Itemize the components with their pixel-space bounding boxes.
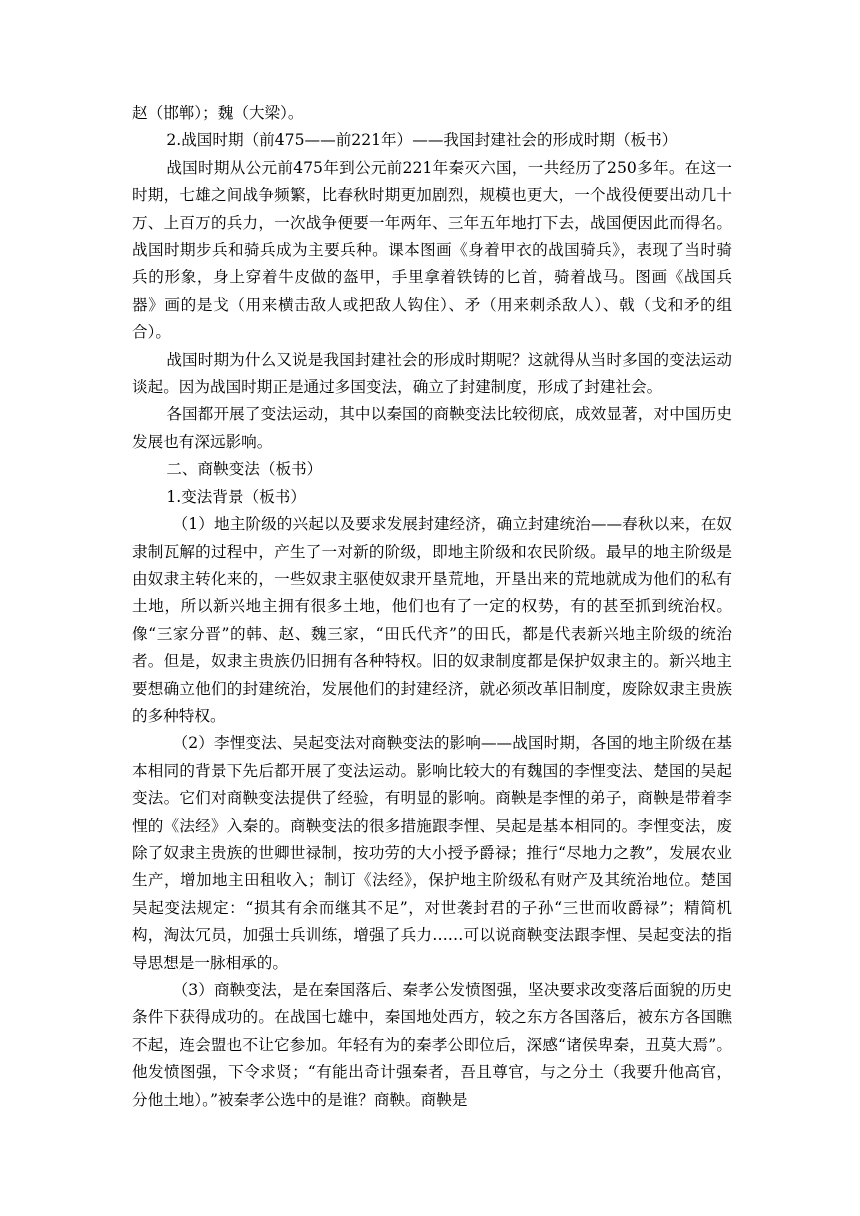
paragraph-landlord-class-rise: （1）地主阶级的兴起以及要求发展封建经济，确立封建统治——春秋以来，在奴隶制瓦解的过程中，产生了一对新的阶级，即地主阶级和农民阶级。最早的地主阶级是由奴隶主转化来的，一些奴隶主驱使奴隶开垦荒地，开垦出来的荒地就成为他们的私有土地，所以新兴地主拥有很多土地，他们也有了一定的权势，有的甚至抓到统治权。像“三家分晋”的韩、赵、魏三家，“田氏代齐”的田氏，都是代表新兴地主阶级的统治者。但是，奴隶主贵族仍旧拥有各种特权。旧的奴隶制度都是保护奴隶主的。新兴地主要想确立他们的封建统治，发展他们的封建经济，就必须改革旧制度，废除奴隶主贵族的多种特权。 [132, 515, 732, 725]
heading-warring-states-period: 2.战国时期（前475——前221年）——我国封建社会的形成时期（板书） [166, 131, 678, 150]
document-page [132, 100, 732, 1114]
heading-shang-yang-reform: 二、商鞅变法（板书） [166, 460, 323, 479]
paragraph-feudal-formation: 战国时期为什么又说是我国封建社会的形成时期呢？这就得从当时多国的变法运动谈起。因为战国时期正是通过多国变法，确立了封建制度，形成了封建社会。 [132, 350, 732, 397]
paragraph-li-kui-wu-qi-influence: （2）李悝变法、吴起变法对商鞅变法的影响——战国时期，各国的地主阶级在基本相同的背景下先后都开展了变法运动。影响比较大的有魏国的李悝变法、楚国的吴起变法。它们对商鞅变法提供了经验，有明显的影响。商鞅是李悝的弟子，商鞅是带着李悝的《法经》入秦的。商鞅变法的很多措施跟李悝、吴起是基本相同的。李悝变法，废除了奴隶主贵族的世卿世禄制，按功劳的大小授予爵禄；推行“尽地力之教”，发展农业生产，增加地主田租收入；制订《法经》，保护地主阶级私有财产及其统治地位。楚国吴起变法规定：“损其有余而继其不足”，对世袭封君的子孙“三世而收爵禄”；精简机构，淘汰冗员，加强士兵训练，增强了兵力……可以说商鞅变法跟李悝、吴起变法的指导思想是一脉相承的。 [132, 734, 732, 972]
paragraph-qin-backwardness: （3）商鞅变法，是在秦国落后、秦孝公发愤图强，坚决要求改变落后面貌的历史条件下获得成功的。在战国七雄中，秦国地处西方，较之东方各国落后，被东方各国瞧不起，连会盟也不让它参加。年轻有为的秦孝公即位后，深感“诸侯卑秦，丑莫大焉”。他发愤图强，下令求贤；“有能出奇计强秦者，吾且尊官，与之分土（我要升他高官，分他土地）。”被秦孝公选中的是谁？商鞅。商鞅是 [132, 981, 732, 1109]
paragraph-warring-states-overview: 战国时期从公元前475年到公元前221年秦灭六国，一共经历了250多年。在这一时期，七雄之间战争频繁，比春秋时期更加剧烈，规模也更大，一个战役便要出动几十万、上百万的兵力，一次战争便要一年两年、三年五年地打下去，战国便因此而得名。战国时期步兵和骑兵成为主要兵种。课本图画《身着甲衣的战国骑兵》，表现了当时骑兵的形象，身上穿着牛皮做的盔甲，手里拿着铁铸的匕首，骑着战马。图画《战国兵器》画的是戈（用来横击敌人或把敌人钩住）、矛（用来刺杀敌人）、戟（戈和矛的组合）。 [132, 158, 732, 342]
paragraph-reform-movements: 各国都开展了变法运动，其中以秦国的商鞅变法比较彻底，成效显著，对中国历史发展也有深远影响。 [132, 405, 732, 451]
heading-reform-background: 1.变法背景（板书） [166, 487, 306, 506]
paragraph-continuation: 赵（邯郸）；魏（大梁）。 [132, 104, 304, 122]
